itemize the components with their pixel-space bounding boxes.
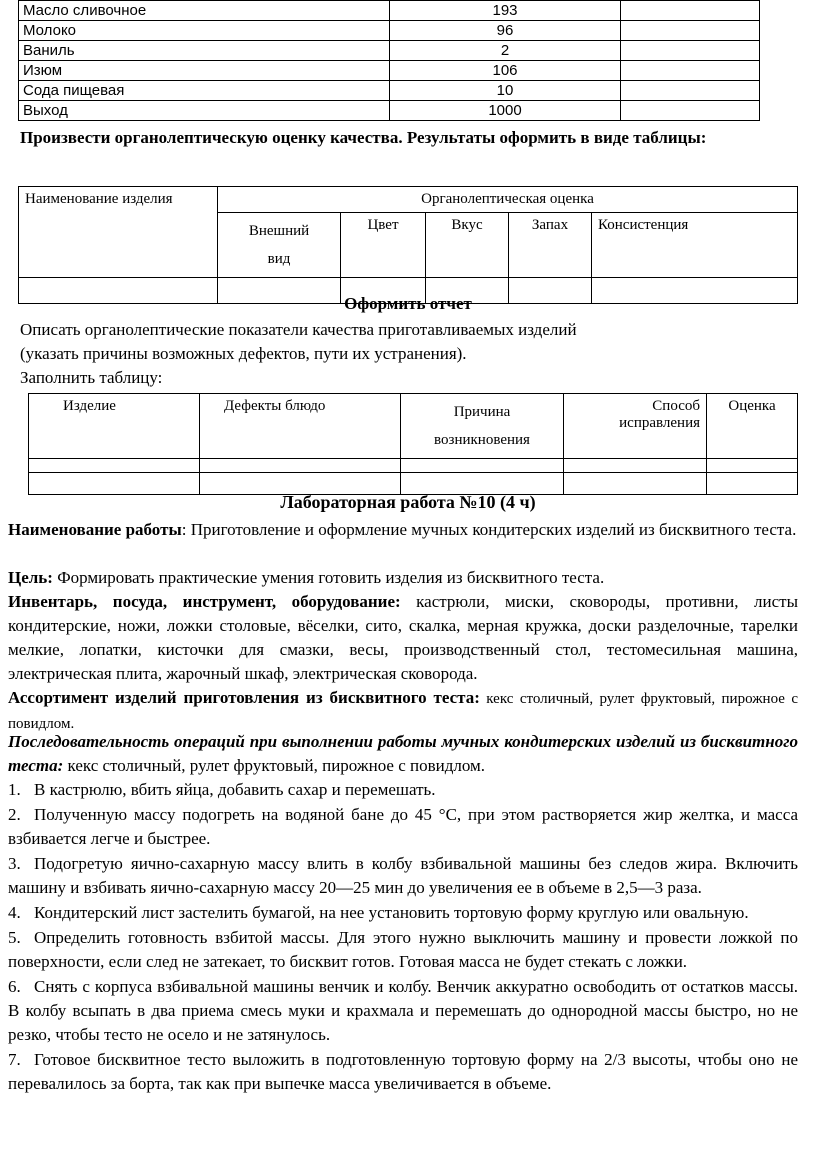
table-row: Масло сливочное 193 [19, 1, 760, 21]
table-row: Молоко 96 [19, 21, 760, 41]
report-title: Оформить отчет [344, 294, 472, 313]
report-text-3: Заполнить таблицу: [20, 368, 163, 387]
sub-header-smell: Запах [509, 213, 592, 278]
sub-header-color: Цвет [341, 213, 426, 278]
report-text-1: Описать органолептические показатели качества приготавливаемых изделий [20, 320, 577, 339]
col-fix: Способ исправления [564, 394, 707, 459]
col-score: Оценка [707, 394, 798, 459]
table-row [29, 394, 798, 459]
sub-header-appearance: Внешний вид [218, 213, 341, 278]
work-name-paragraph: Наименование работы: Приготовление и оформление мучных кондитерских изделий из бисквитного теста. [8, 520, 797, 539]
table-row: Ваниль 2 [19, 41, 760, 61]
table-row: Изюм 106 [19, 61, 760, 81]
sequence-paragraph: Последовательность операций при выполнении работы мучных кондитерских изделий из бисквитного теста: кекс столичный, рулет фруктовый, пирожное с повидлом. [8, 732, 798, 775]
lab-title: Лабораторная работа №10 (4 ч) [280, 492, 536, 512]
steps-list [8, 778, 798, 1096]
list-item: 6. Снять с корпуса взбивальной машины венчик и колбу. Венчик аккуратно освободить от остатков массы. В колбу всыпать в два приема смесь муки и крахмала и перемешать до однородной массы быстро, но не резко, чтобы тесто не осело и не затянулось. [8, 977, 798, 1044]
list-item: 5. Определить готовность взбитой массы. Для этого нужно выключить машину и провести ложкой по поверхности, если след не затекает, то бисквит готов. Готовая масса не будет стекать с ложки. [8, 928, 798, 971]
ingredients-table [18, 0, 760, 121]
sub-header-consistency: Консистенция [592, 213, 798, 278]
organoleptic-table [18, 186, 798, 304]
list-item: 1. В кастрюлю, вбить яйца, добавить сахар и перемешать. [8, 780, 436, 799]
table-row: Выход 1000 [19, 101, 760, 121]
instruction-text: Произвести органолептическую оценку качества. Результаты оформить в виде таблицы: [20, 128, 707, 147]
assortment-paragraph: Ассортимент изделий приготовления из бисквитного теста: кекс столичный, рулет фруктовый, пирожное с повидлом. [8, 688, 798, 732]
defects-table [28, 393, 798, 495]
inventory-paragraph: Инвентарь, посуда, инструмент, оборудование: кастрюли, миски, сковороды, противни, листы кондитерские, ножи, ложки столовые, вёселки, сито, скалка, мерная кружка, доски разделочные, тарелки мелкие, лопатки, кисточки для смазки, весы, производственный стол, тестомесильная машина, электрическая плита, жарочный шкаф, электрическая сковорода. [8, 592, 798, 683]
table-row: Сода пищевая 10 [19, 81, 760, 101]
col-product: Изделие [29, 394, 200, 459]
col-cause: Причина возникновения [401, 394, 564, 459]
col-name-header: Наименование изделия [19, 187, 218, 278]
report-text-2: (указать причины возможных дефектов, пути их устранения). [20, 344, 467, 363]
goal-paragraph: Цель: Формировать практические умения готовить изделия из бисквитного теста. [8, 568, 605, 587]
table-row [29, 459, 798, 473]
col-group-header: Органолептическая оценка [218, 187, 798, 213]
list-item: 4. Кондитерский лист застелить бумагой, на нее установить тортовую форму круглую или овальную. [8, 903, 749, 922]
list-item: 3. Подогретую яично-сахарную массу влить в колбу взбивальной машины без следов жира. Включить машину и взбивать яично-сахарную массу 20—25 мин до увеличения ее в объеме в 2,5—3 раза. [8, 854, 798, 897]
table-row [19, 187, 798, 213]
sub-header-taste: Вкус [426, 213, 509, 278]
col-defects: Дефекты блюдо [200, 394, 401, 459]
list-item: 2. Полученную массу подогреть на водяной бане до 45 °С, при этом растворяется жир желтка, и масса взбивается легче и быстрее. [8, 805, 798, 848]
list-item: 7. Готовое бисквитное тесто выложить в подготовленную тортовую форму на 2/3 высоты, чтобы оно не перевалилось за борта, так как при выпечке масса увеличивается в объеме. [8, 1050, 798, 1093]
